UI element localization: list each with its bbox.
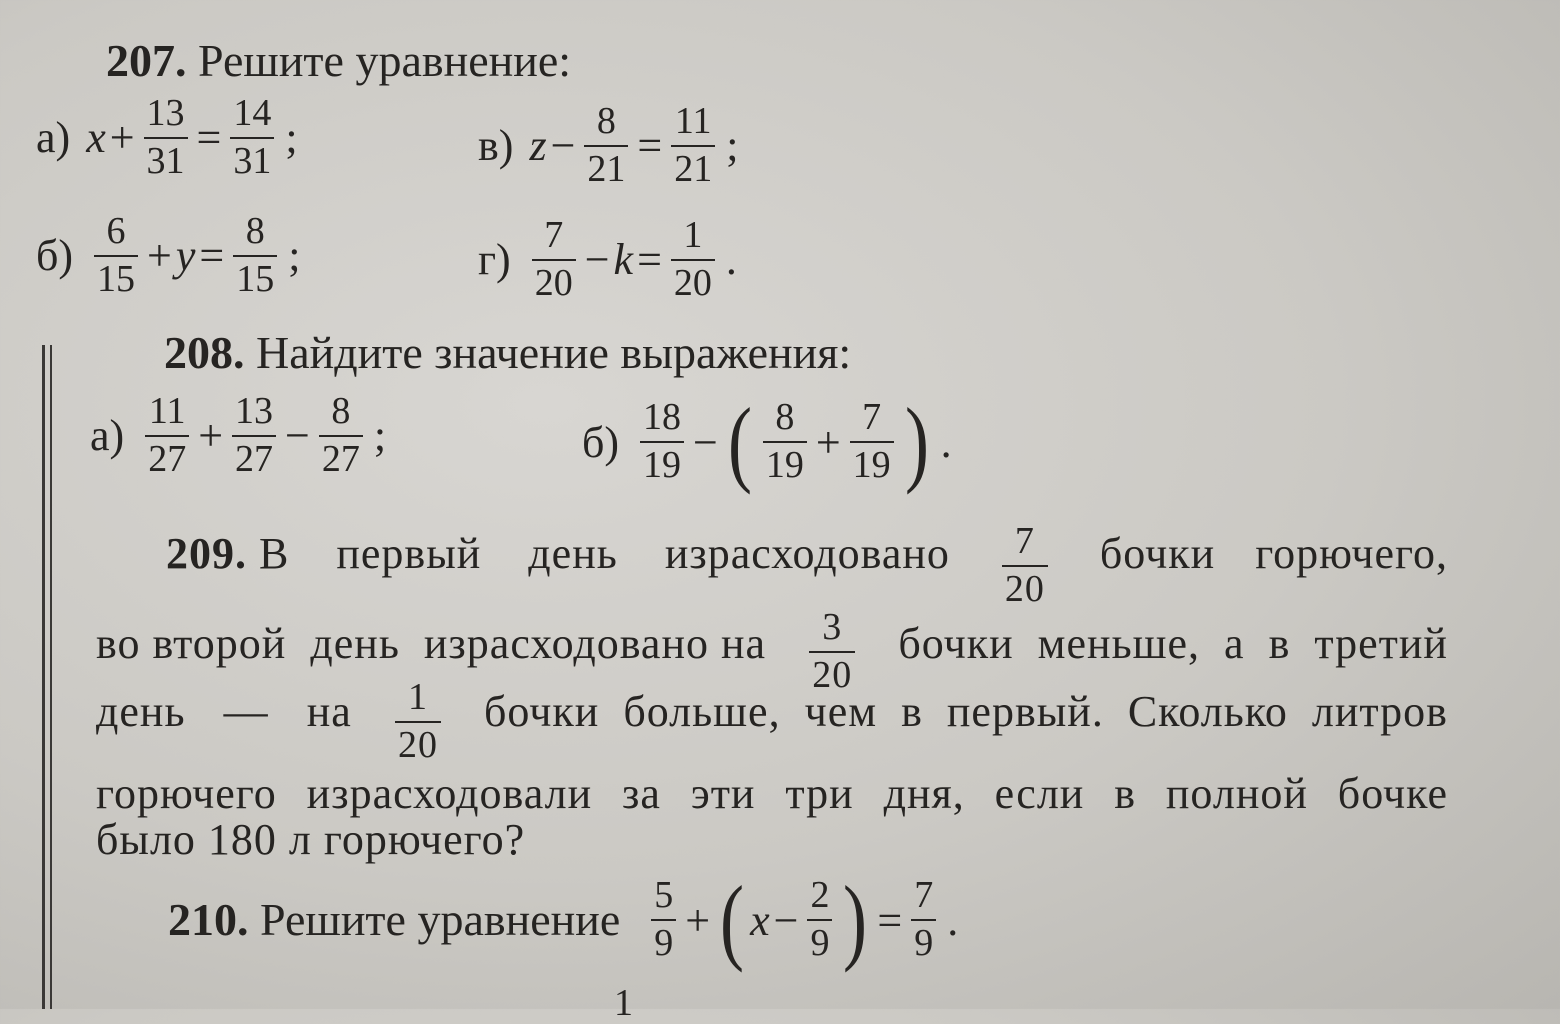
item-label: г) [478, 235, 511, 285]
variable: x [86, 113, 106, 163]
fraction-bar [233, 255, 277, 257]
numerator: 8 [331, 390, 351, 432]
punctuation: ; [288, 231, 301, 281]
denominator: 27 [148, 437, 187, 480]
punctuation: ; [373, 411, 387, 461]
item-label: б) [36, 231, 74, 281]
word: первый [336, 528, 482, 578]
denominator: 9 [914, 922, 934, 964]
problem-209-line-1 [166, 510, 1448, 610]
operator: + [147, 231, 172, 281]
fraction [807, 876, 832, 964]
operator: + [815, 417, 841, 467]
text: бочки больше, чем в первый. Сколько литров [484, 686, 1448, 736]
fraction-bar [319, 435, 363, 437]
fraction-bar [94, 255, 138, 257]
fraction-bar [232, 435, 276, 437]
margin-rule-inner [50, 345, 52, 1009]
fraction-bar [671, 145, 715, 147]
variable: x [750, 895, 770, 945]
operator: − [584, 235, 610, 285]
problem-210-heading [168, 894, 621, 945]
word: день [528, 528, 618, 578]
denominator: 20 [673, 261, 712, 304]
denominator: 20 [812, 653, 853, 696]
fraction [233, 212, 277, 300]
problem-title: Решите уравнение: [198, 35, 572, 86]
variable: z [529, 121, 547, 171]
numerator: 7 [914, 874, 934, 917]
problem-208-heading [164, 327, 852, 378]
fraction-bar [671, 259, 715, 261]
item-label: б) [582, 417, 620, 467]
fraction-bar [809, 651, 855, 653]
equation-207a [36, 94, 298, 182]
text: бочки меньше, а в третий [898, 618, 1448, 668]
equals-sign: = [196, 113, 222, 163]
operator: − [285, 411, 310, 461]
item-label: а) [90, 411, 125, 461]
operator: − [693, 417, 718, 467]
problem-209-line-5: было 180 л горючего? [96, 815, 526, 864]
right-parenthesis: ) [843, 866, 868, 973]
fraction-bar [584, 145, 628, 147]
problem-title: Найдите значение выражения: [256, 327, 852, 378]
fraction [145, 392, 189, 480]
fraction [319, 392, 363, 480]
problem-number: 207. [106, 35, 187, 86]
equals-sign: = [199, 231, 225, 281]
equation-207g [478, 216, 737, 304]
fraction-bar [850, 441, 894, 443]
numerator: 11 [148, 390, 186, 432]
punctuation: . [725, 235, 737, 285]
numerator: 7 [544, 214, 564, 256]
numerator: 11 [674, 100, 712, 142]
fraction [671, 216, 715, 304]
equals-sign: = [877, 895, 903, 945]
operator: + [109, 113, 135, 163]
numerator: 13 [235, 390, 274, 432]
problem-number: 209. [166, 528, 247, 578]
cut-off-numerator: 1 [614, 982, 633, 1024]
numerator: 14 [233, 92, 272, 134]
item-label: а) [36, 113, 71, 163]
numerator: 8 [775, 396, 795, 439]
margin-rule [42, 345, 45, 1009]
denominator: 20 [534, 261, 573, 304]
fraction [230, 94, 274, 182]
word: израсходовано [664, 528, 950, 578]
denominator: 27 [235, 437, 274, 480]
numerator: 8 [596, 100, 616, 142]
punctuation: ; [726, 121, 739, 171]
dash: — [223, 686, 269, 736]
fraction [911, 876, 936, 964]
right-parenthesis: ) [904, 388, 929, 495]
word: день [96, 686, 186, 736]
fraction-bar [651, 919, 676, 921]
fraction [584, 102, 628, 190]
denominator: 9 [654, 922, 674, 964]
problem-209-line-3 [96, 668, 1448, 766]
item-label: в) [478, 121, 514, 171]
fraction-bar [640, 441, 684, 443]
numerator: 8 [245, 210, 265, 252]
numerator: 13 [146, 92, 185, 134]
numerator: 7 [1014, 520, 1035, 562]
problem-207-heading [106, 35, 572, 86]
fraction [395, 678, 441, 766]
problem-number: 210. [168, 894, 249, 945]
left-parenthesis: ( [727, 388, 752, 495]
problem-title: Решите уравнение [260, 894, 621, 945]
denominator: 31 [233, 139, 272, 182]
denominator: 27 [321, 437, 360, 480]
fraction [671, 102, 715, 190]
numerator: 3 [822, 606, 843, 648]
numerator: 5 [654, 874, 674, 917]
problem-number: 208. [164, 327, 245, 378]
numerator: 2 [810, 874, 830, 917]
fraction [532, 216, 576, 304]
denominator: 21 [587, 147, 626, 190]
fraction [144, 94, 188, 182]
equation-210 [168, 866, 959, 973]
numerator: 18 [643, 396, 682, 439]
denominator: 31 [146, 139, 185, 182]
expression-208a [90, 392, 386, 480]
expression-208b [582, 388, 952, 495]
fraction [1002, 522, 1048, 610]
punctuation: . [940, 417, 952, 467]
fraction [94, 212, 138, 300]
problem-209-line-4: горючего израсходовали за эти три дня, если в полной бочке [96, 769, 1448, 818]
denominator: 19 [643, 444, 682, 486]
variable: y [175, 231, 196, 281]
fraction-bar [911, 919, 936, 921]
fraction [763, 398, 807, 486]
operator: − [773, 895, 799, 945]
fraction-bar [395, 721, 441, 723]
punctuation: ; [285, 113, 298, 163]
numerator: 1 [407, 676, 428, 718]
word: на [306, 686, 352, 736]
equals-sign: = [637, 235, 662, 285]
numerator: 1 [683, 214, 703, 256]
fraction-bar [807, 919, 832, 921]
fraction [850, 398, 894, 486]
operator: + [685, 895, 711, 945]
fraction [232, 392, 276, 480]
denominator: 20 [1004, 567, 1045, 610]
variable: k [613, 235, 634, 285]
denominator: 15 [97, 257, 136, 300]
fraction [640, 398, 684, 486]
text: во второй день израсходовано на [96, 618, 767, 668]
denominator: 20 [397, 723, 438, 766]
left-parenthesis: ( [720, 866, 745, 973]
numerator: 6 [106, 210, 126, 252]
fraction-bar [1002, 565, 1048, 567]
problem-209-number-and-first-word [166, 528, 290, 578]
word: В [259, 528, 290, 578]
fraction-bar [144, 137, 188, 139]
operator: + [198, 411, 224, 461]
fraction-bar [763, 441, 807, 443]
equation-207b [36, 212, 300, 300]
equals-sign: = [637, 121, 663, 171]
denominator: 9 [810, 922, 830, 964]
fraction [651, 876, 676, 964]
fraction-bar [145, 435, 189, 437]
denominator: 19 [852, 444, 891, 486]
numerator: 7 [862, 396, 882, 439]
equation-207v [478, 102, 738, 190]
punctuation: . [947, 895, 959, 945]
denominator: 15 [236, 257, 275, 300]
text: бочки горючего, [1099, 528, 1448, 578]
fraction-bar [532, 259, 576, 261]
fraction-bar [230, 137, 274, 139]
denominator: 21 [674, 147, 713, 190]
denominator: 19 [765, 444, 804, 486]
operator: − [550, 121, 576, 171]
